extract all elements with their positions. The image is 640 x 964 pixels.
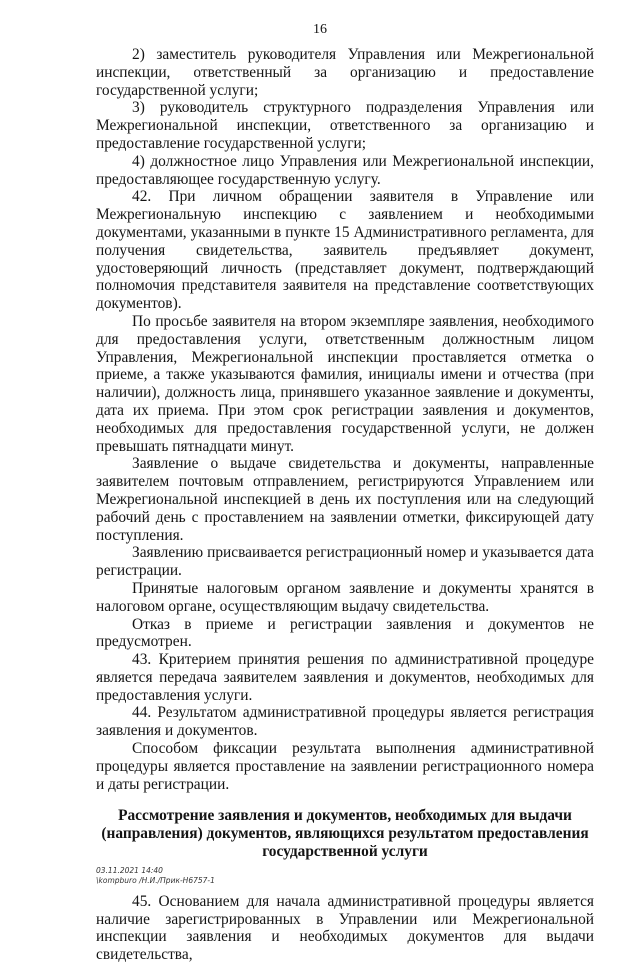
paragraph: Заявление о выдаче свидетельства и документы, направленные заявителем почтовым отправлением, регистрируются Управлением или Межрегиональной инспекцией в день их поступления или на следующий рабочий день с проставлением на заявлении отметки, фиксирующей дату поступления. [96, 455, 594, 544]
paragraph: 44. Результатом административной процедуры является регистрация заявления и документов. [96, 704, 594, 740]
paragraph: 42. При личном обращении заявителя в Управление или Межрегиональную инспекцию с заявлением и необходимыми документами, указанными в пункте 15 Административного регламента, для получения свидетельства, заявитель предъявляет документ, удостоверяющий личность (представляет документ, подтверждающий полномочия представителя заявителя на представление соответствующих документов). [96, 188, 594, 313]
footer-file-path: \kompburo /Н.И./Прик-Н6757-1 [96, 876, 215, 885]
paragraph: Отказ в приеме и регистрации заявления и документов не предусмотрен. [96, 615, 594, 651]
footer-timestamp: 03.11.2021 14:40 [96, 866, 163, 875]
section-heading: Рассмотрение заявления и документов, необходимых для выдачи (направления) документов, являющихся результатом предоставления государственной услуги [101, 807, 589, 861]
page-number: 16 [313, 22, 327, 37]
paragraph: 4) должностное лицо Управления или Межрегиональной инспекции, предоставляющее государственную услугу. [96, 152, 594, 188]
document-body [96, 46, 594, 964]
paragraph: По просьбе заявителя на втором экземпляре заявления, необходимого для предоставления услуги, ответственным должностным лицом Управления, Межрегиональной инспекции проставляется отметка о приеме, а также указываются фамилия, инициалы имени и отчества (при наличии), должность лица, принявшего указанное заявление и документы, дата их приема. При этом срок регистрации заявления и документов, необходимых для предоставления государственной услуги, не должен превышать пятнадцати минут. [96, 312, 594, 455]
paragraph: 3) руководитель структурного подразделения Управления или Межрегиональной инспекции, ответственного за организацию и предоставление государственной услуги; [96, 99, 594, 152]
paragraph: Заявлению присваивается регистрационный номер и указывается дата регистрации. [96, 544, 594, 580]
paragraph: 43. Критерием принятия решения по административной процедуре является передача заявителем заявления и документов, необходимых для предоставления услуги. [96, 651, 594, 704]
footer-stamp [96, 866, 215, 886]
paragraph: 45. Основанием для начала административной процедуры является наличие зарегистрированных в Управлении или Межрегиональной инспекции заявления и необходимых документов для выдачи свидетельства, [96, 892, 594, 964]
paragraph: Способом фиксации результата выполнения административной процедуры является проставление на заявлении регистрационного номера и даты регистрации. [96, 740, 594, 793]
paragraph: Принятые налоговым органом заявление и документы хранятся в налоговом органе, осуществляющим выдачу свидетельства. [96, 579, 594, 615]
paragraph: 2) заместитель руководителя Управления или Межрегиональной инспекции, ответственный за организацию и предоставление государственной услуги; [96, 46, 594, 99]
